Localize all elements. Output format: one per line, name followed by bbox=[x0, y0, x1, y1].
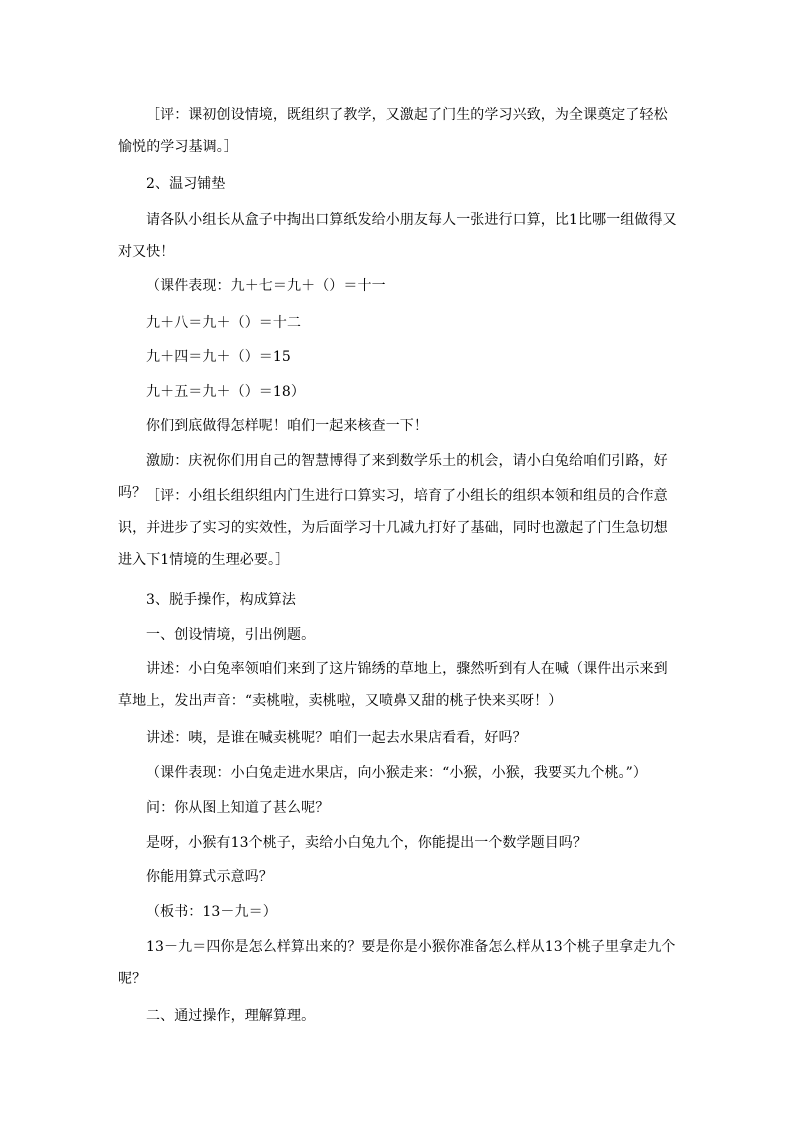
paragraph-comment-intro: ［评：课初创设情境，既组织了教学，又激起了门生的学习兴致，为全课奠定了轻松愉悦的学习基调。］ bbox=[118, 107, 668, 155]
paragraph-equation-1: （课件表现：九＋七＝九＋（）＝十一 bbox=[146, 278, 386, 294]
paragraph-heading-operation: 3、脱手操作，构成算法 bbox=[146, 592, 297, 608]
paragraph-equation-4: 九＋五＝九＋（）＝18） bbox=[146, 384, 306, 400]
paragraph-formula-question: 你能用算式示意吗？ bbox=[146, 869, 273, 885]
paragraph-blackboard: （板书：13－九＝） bbox=[146, 904, 277, 920]
paragraph-check: 你们到底做得怎样呢！咱们一起来核查一下！ bbox=[146, 418, 428, 434]
paragraph-encourage: 激励：庆祝你们用自己的智慧博得了来到数学乐土的机会，请小白兔给咱们引路，好吗？ bbox=[118, 453, 668, 501]
paragraph-heading-review: 2、温习铺垫 bbox=[146, 176, 226, 192]
paragraph-how-calculated: 13－九＝四你是怎么样算出来的？要是你是小猴你准备怎么样从13个桃子里拿走九个呢？ bbox=[118, 939, 676, 987]
paragraph-oral-calc-instruction: 请各队小组长从盒子中掏出口算纸发给小朋友每人一张进行口算，比1比哪一组做得又对又快！ bbox=[118, 212, 677, 260]
paragraph-math-problem: 是呀，小猴有13个桃子，卖给小白兔九个，你能提出一个数学题目吗？ bbox=[146, 835, 588, 851]
paragraph-courseware-shop: （课件表现：小白兔走进水果店，向小猴走来：“小猴，小猴，我要买九个桃。”） bbox=[146, 765, 648, 781]
paragraph-narration-1: 讲述：小白兔率领咱们来到了这片锦绣的草地上，骤然听到有人在喊（课件出示来到草地上，发出声音：“卖桃啦，卖桃啦，又喷鼻又甜的桃子快来买呀！） bbox=[118, 661, 668, 709]
paragraph-question: 问：你从图上知道了甚么呢？ bbox=[146, 800, 330, 816]
paragraph-create-scenario: 一、创设情境，引出例题。 bbox=[146, 627, 316, 643]
paragraph-heading-understanding: 二、通过操作，理解算理。 bbox=[146, 1008, 316, 1024]
paragraph-equation-2: 九＋八＝九＋（）＝十二 bbox=[146, 315, 302, 331]
paragraph-equation-3: 九＋四＝九＋（）＝15 bbox=[146, 349, 291, 365]
paragraph-comment-group: ［评：小组长组织组内门生进行口算实习，培育了小组长的组织本领和组员的合作意识，并进步了实习的实效性，为后面学习十几减九打好了基础，同时也激起了门生急切想进入下1情境的生理必要。］ bbox=[118, 488, 668, 568]
paragraph-narration-2: 讲述：咦，是谁在喊卖桃呢？咱们一起去水果店看看，好吗？ bbox=[146, 730, 527, 746]
